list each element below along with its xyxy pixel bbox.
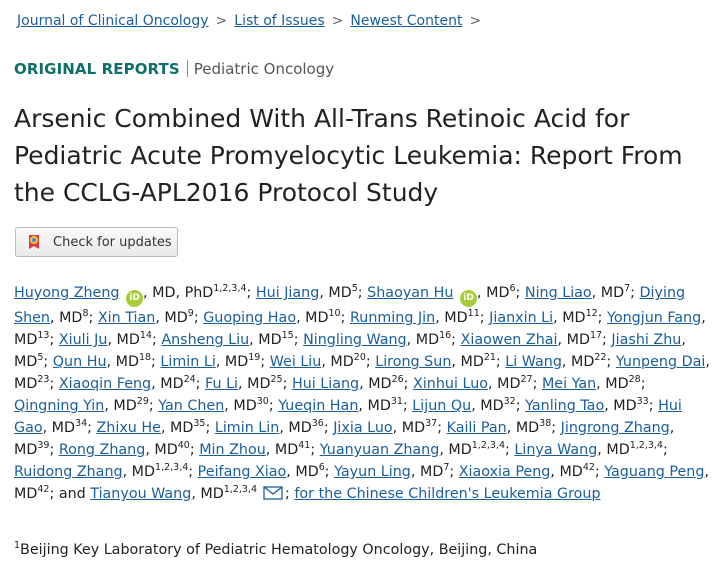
article-title: Arsenic Combined With All-Trans Retinoic Acid for Pediatric Acute Promyelocytic Leukemia: Report From the CCLG-APL2016 Protocol Study <box>14 104 683 207</box>
breadcrumb <box>17 13 488 29</box>
author-degree: , MD <box>451 354 484 370</box>
article-section: Pediatric Oncology <box>193 60 335 78</box>
article-category <box>14 60 334 78</box>
author-link[interactable]: Diying Shen <box>14 285 686 326</box>
author-degree: , MD <box>224 398 257 414</box>
author-affiliation-sup: 5 <box>351 283 358 295</box>
author-affiliation-sup: 42 <box>582 462 595 474</box>
author-link[interactable]: Li Wang <box>505 354 562 370</box>
breadcrumb-journal-link[interactable]: Journal of Clinical Oncology <box>17 13 209 29</box>
author-affiliation-sup: 7 <box>624 283 631 295</box>
author-affiliation-sup: 40 <box>177 440 190 452</box>
author-degree: , MD <box>191 486 224 502</box>
author-affiliation-sup: 24 <box>183 374 196 386</box>
author-affiliation-sup: 5 <box>37 352 44 364</box>
author-affiliation-sup: 33 <box>636 396 649 408</box>
author-affiliation-sup: 13 <box>37 330 50 342</box>
author-degree: , MD <box>145 442 178 458</box>
author-degree: , MD <box>319 285 352 301</box>
author-link[interactable]: Zhixu He <box>96 420 161 436</box>
author-link[interactable]: Xiuli Ju <box>58 332 108 348</box>
author-degree: , MD <box>14 354 710 392</box>
author-link[interactable]: Jiashi Zhu <box>611 332 682 348</box>
author-degree: , MD <box>550 464 583 480</box>
author-degree: , MD <box>553 310 586 326</box>
author-affiliation-sup: 16 <box>439 330 452 342</box>
author-link[interactable]: Fu Li <box>205 376 239 392</box>
affiliation <box>14 540 537 558</box>
author-affiliation-sup: 1,2,3,4 <box>213 283 247 295</box>
author-degree: , MD, PhD <box>143 285 214 301</box>
author-degree: , MD <box>42 420 76 436</box>
author-degree: , MD <box>471 398 504 414</box>
author-affiliation-sup: 12 <box>585 308 598 320</box>
author-connector: and <box>58 486 86 502</box>
author-link[interactable]: Min Zhou <box>199 442 266 458</box>
author-degree: , MD <box>358 398 391 414</box>
breadcrumb-newest-link[interactable]: Newest Content <box>350 13 463 29</box>
author-affiliation-sup: 7 <box>443 462 450 474</box>
author-link[interactable]: Ningling Wang <box>303 332 407 348</box>
author-degree: , MD <box>14 310 706 348</box>
author-affiliation-sup: 25 <box>270 374 283 386</box>
author-affiliation-sup: 26 <box>391 374 404 386</box>
author-affiliation-sup: 20 <box>353 352 366 364</box>
author-degree: , MD <box>506 420 540 436</box>
author-affiliation-sup: 30 <box>256 396 269 408</box>
author-degree: , MD <box>392 420 426 436</box>
author-link[interactable]: Hui Gao <box>14 398 682 436</box>
author-degree: , MD <box>215 354 249 370</box>
author-degree: , MD <box>439 442 472 458</box>
author-affiliation-sup: 18 <box>138 352 152 364</box>
author-degree: , MD <box>488 376 521 392</box>
affiliation-text: Beijing Key Laboratory of Pediatric Hematology Oncology, Beijing, China <box>20 541 538 558</box>
author-degree: , MD <box>122 464 156 480</box>
author-degree: , MD <box>107 332 140 348</box>
author-link[interactable]: Hui Jiang <box>255 285 320 301</box>
author-link[interactable]: Runming Jin <box>349 310 436 326</box>
author-degree: , MD <box>155 310 188 326</box>
author-degree: , MD <box>561 354 595 370</box>
author-affiliation-sup: 35 <box>193 418 206 430</box>
author-link[interactable]: Huyong Zheng <box>14 285 120 301</box>
author-affiliation-sup: 29 <box>136 396 149 408</box>
author-affiliation-sup: 38 <box>539 418 552 430</box>
check-for-updates-button[interactable] <box>15 227 178 257</box>
author-degree: , MD <box>104 398 137 414</box>
author-link[interactable]: Xiaowen Zhai <box>460 332 558 348</box>
author-affiliation-sup: 1,2,3,4 <box>155 462 189 474</box>
author-affiliation-sup: 8 <box>82 308 89 320</box>
author-affiliation-sup: 15 <box>281 330 294 342</box>
author-degree: , MD <box>14 420 675 458</box>
author-link[interactable]: Jixia Luo <box>333 420 393 436</box>
author-link[interactable]: Xinhui Luo <box>413 376 489 392</box>
author-degree: , MD <box>238 376 271 392</box>
author-link[interactable]: Limin Lin <box>214 420 280 436</box>
author-affiliation-sup: 14 <box>139 330 152 342</box>
author-affiliation-sup: 28 <box>628 374 641 386</box>
author-degree: , MD <box>279 420 312 436</box>
author-degree: , MD <box>249 332 282 348</box>
author-degree: , MD <box>557 332 590 348</box>
author-affiliation-sup: 11 <box>467 308 480 320</box>
author-degree: , MD <box>597 442 630 458</box>
author-degree: , MD <box>596 376 629 392</box>
author-link[interactable]: Tianyou Wang <box>90 486 192 502</box>
author-degree: , MD <box>160 420 194 436</box>
author-link[interactable]: Rong Zhang <box>58 442 146 458</box>
author-link[interactable]: Qingning Yin <box>14 398 105 414</box>
author-link[interactable]: Jingrong Zhang <box>560 420 670 436</box>
author-degree: , MD <box>359 376 392 392</box>
author-link[interactable]: Yongjun Fang <box>607 310 702 326</box>
author-degree: , MD <box>151 376 184 392</box>
group-link[interactable]: for the Chinese Children's Leukemia Group <box>294 486 601 502</box>
orcid-icon[interactable]: iD <box>460 290 477 307</box>
crossmark-icon <box>25 233 43 251</box>
author-affiliation-sup: 1,2,3,4 <box>223 484 257 496</box>
author-link[interactable]: Ansheng Liu <box>161 332 250 348</box>
author-affiliation-sup: 22 <box>594 352 607 364</box>
author-degree: , MD <box>591 285 625 301</box>
author-link[interactable]: Shaoyan Hu <box>367 285 454 301</box>
author-link[interactable]: Qun Hu <box>52 354 107 370</box>
author-degree: , MD <box>14 464 709 502</box>
author-link[interactable]: Yan Chen <box>158 398 225 414</box>
author-link[interactable]: Ruidong Zhang <box>14 464 123 480</box>
mail-icon[interactable] <box>263 486 283 500</box>
author-affiliation-sup: 6 <box>318 462 325 474</box>
category-divider <box>187 60 188 77</box>
author-affiliation-sup: 17 <box>589 330 603 342</box>
author-link[interactable]: Yuanyuan Zhang <box>319 442 440 458</box>
author-link[interactable]: Yueqin Han <box>278 398 359 414</box>
author-link[interactable]: Yayun Ling <box>334 464 411 480</box>
author-affiliation-sup: 37 <box>425 418 438 430</box>
author-affiliation-sup: 42 <box>37 484 50 496</box>
author-affiliation-sup: 21 <box>483 352 496 364</box>
author-affiliation-sup: 34 <box>75 418 88 430</box>
author-link[interactable]: Peifang Xiao <box>197 464 287 480</box>
author-degree: , MD <box>435 310 468 326</box>
author-link[interactable]: Xin Tian <box>97 310 156 326</box>
author-link[interactable]: Mei Yan <box>541 376 597 392</box>
author-affiliation-sup: 6 <box>509 283 516 295</box>
author-link[interactable]: Xiaoxia Peng <box>458 464 551 480</box>
author-affiliation-sup: 9 <box>187 308 194 320</box>
author-affiliation-sup: 31 <box>390 396 403 408</box>
author-link[interactable]: Guoping Hao <box>203 310 297 326</box>
author-link[interactable]: Jianxin Li <box>489 310 554 326</box>
author-degree: , MD <box>406 332 440 348</box>
author-link[interactable]: Yaguang Peng <box>604 464 705 480</box>
breadcrumb-issues-link[interactable]: List of Issues <box>234 13 325 29</box>
author-list: Huyong Zheng iD , MD, PhD$^{1,2,3,4}$; Hui Jiang, $MD^5$; Shaoyan Hu iD , $MD^6$; Ning Liao, $MD^7$; Diying Shen, $MD^8$; Xin Tian, $MD^9$; Guoping Hao, MD$^{10}$; Runming Jin, MD$^{11}$; Jianxin Li, MD$^{12}$; Yongjun Fang, MD$^{13}$; Xiuli Ju, MD$^{14}$; Ansheng Liu, MD$^{15}$; Ningling Wang, MD$^{16}$; Xiaowen Zhai, MD$^{17}$; Jiashi Zhu, $MD^5$; Qun Hu, MD$^{18}$; Limin Li, MD$^{19}$; Wei Liu, MD$^{20}$; Lirong Sun, MD$^{21}$; Li Wang, MD$^{22}$; Yunpeng Dai, MD$^{23}$; Xiaoqin Feng, MD$^{24}$; Fu Li, MD$^{25}$; Hui Liang, MD$^{26}$; Xinhui Luo, MD$^{27}$; Mei Yan, MD$^{28}$; Qingning Yin, MD$^{29}$; Yan Chen, MD$^{30}$; Yueqin Han, MD$^{31}$; Lijun Qu, MD$^{32}$; Yanling Tao, MD$^{33}$; Hui Gao, MD$^{34}$; Zhixu He, MD$^{35}$; Limin Lin, MD$^{36}$; Jixia Luo, MD$^{37}$; Kaili Pan, MD$^{38}$; Jingrong Zhang, MD$^{39}$; Rong Zhang, MD$^{40}$; Min Zhou, MD$^{41}$; Yuanyuan Zhang, MD$^{1,2,3,4}$; Linya Wang, MD$^{1,2,3,4}$; Ruidong Zhang, MD$^{1,2,3,4}$; Peifang Xiao, $MD^6$; Yayun Ling, $MD^7$; Xiaoxia Peng, MD$^{42}$; Yaguang Peng, MD$^{42}$; and Tianyou Wang, MD$^{1,2,3,4}$ ; for the Chinese Children's Leukemia Group <box>14 283 710 502</box>
author-degree: , MD <box>321 354 354 370</box>
author-affiliation-sup: 1,2,3,4 <box>629 440 663 452</box>
author-affiliation-sup: 32 <box>503 396 516 408</box>
author-degree: , MD <box>410 464 444 480</box>
author-link[interactable]: Lirong Sun <box>375 354 452 370</box>
author-affiliation-sup: 39 <box>37 440 50 452</box>
author-degree: , MD <box>296 310 329 326</box>
author-link[interactable]: Lijun Qu <box>412 398 472 414</box>
author-link[interactable]: Xiaoqin Feng <box>58 376 152 392</box>
author-link[interactable]: Ning Liao <box>524 285 592 301</box>
author-affiliation-sup: 10 <box>328 308 341 320</box>
author-link[interactable]: Hui Liang <box>291 376 360 392</box>
orcid-icon[interactable]: iD <box>126 290 143 307</box>
article-type: ORIGINAL REPORTS <box>14 60 180 78</box>
author-link[interactable]: Linya Wang <box>514 442 598 458</box>
author-affiliation-sup: 27 <box>520 374 533 386</box>
author-link[interactable]: Yunpeng Dai <box>615 354 706 370</box>
author-link[interactable]: Yanling Tao <box>525 398 605 414</box>
affiliation-number: 1 <box>14 540 21 551</box>
author-affiliation-sup: 1,2,3,4 <box>471 440 506 452</box>
breadcrumb-separator: > <box>469 13 482 29</box>
author-link[interactable]: Kaili Pan <box>446 420 507 436</box>
author-affiliation-sup: 41 <box>298 440 311 452</box>
author-affiliation-sup: 36 <box>311 418 324 430</box>
author-degree: , MD <box>477 285 510 301</box>
breadcrumb-separator: > <box>331 13 344 29</box>
author-degree: , MD <box>286 464 319 480</box>
author-degree: , MD <box>50 310 83 326</box>
author-affiliation-sup: 23 <box>37 374 50 386</box>
author-degree: , MD <box>604 398 637 414</box>
author-link[interactable]: Limin Li <box>160 354 216 370</box>
author-degree: , MD <box>106 354 139 370</box>
author-degree: , MD <box>14 332 686 370</box>
author-degree: , MD <box>265 442 299 458</box>
author-affiliation-sup: 19 <box>248 352 261 364</box>
author-link[interactable]: Wei Liu <box>269 354 322 370</box>
breadcrumb-separator: > <box>215 13 228 29</box>
check-for-updates-label: Check for updates <box>53 234 172 250</box>
